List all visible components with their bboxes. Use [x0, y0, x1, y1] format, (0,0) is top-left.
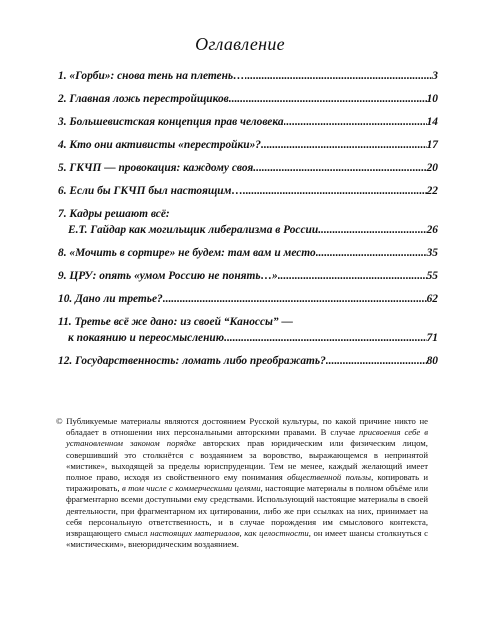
copyright-text: © Публикуемые материалы являются достоянием Русской культуры, по какой причине никто не обладает в отношении них персональными авторскими правами. В случае	[56, 416, 428, 438]
toc-entry-title: 2. Главная ложь перестройщиков	[58, 93, 229, 105]
toc-leader-dots	[253, 160, 426, 176]
toc-leader-dots	[163, 291, 427, 307]
toc-entry-heading: 11. Третье всё же дано: из своей “Каноссы” —	[58, 316, 293, 328]
page-title: Оглавление	[195, 34, 285, 54]
toc-entry-title: Е.Т. Гайдар как могильщик либерализма в России	[68, 224, 319, 236]
toc-line	[58, 268, 438, 284]
copyright-italic-text: присвоения себе в установленном законом порядке	[66, 427, 428, 449]
toc-entry-6[interactable]	[58, 183, 438, 199]
toc-leader-dots	[245, 68, 433, 84]
copyright-italic-text: в том числе с коммерческими целями	[121, 483, 261, 494]
toc-entry-title: к покаянию и переосмыслению	[68, 332, 225, 344]
toc-line	[58, 68, 438, 84]
toc-leader-dots	[224, 330, 427, 346]
toc-leader-dots	[284, 114, 427, 130]
toc-entry-1[interactable]	[58, 68, 438, 84]
copyright-paragraph	[56, 416, 428, 550]
toc-entry-page: 62	[426, 293, 438, 305]
toc-entry-heading: 7. Кадры решают всё:	[58, 208, 170, 220]
toc-entry-10[interactable]	[58, 291, 438, 307]
toc-entry-page: 80	[426, 355, 438, 367]
toc-entry-3[interactable]	[58, 114, 438, 130]
toc-entry-page: 3	[432, 70, 438, 82]
toc-entry-title: 1. «Горби»: снова тень на плетень…	[58, 70, 245, 82]
copyright-italic-text: настоящих материалов, как целостности	[150, 528, 309, 539]
toc-entry-page: 20	[426, 162, 438, 174]
toc-line	[58, 245, 438, 261]
toc-line	[58, 291, 438, 307]
toc-entry-page: 26	[426, 224, 438, 236]
copyright-text: авторских прав юридическим или физическим лицом, совершивший это столкнётся с воздаянием за воровство, выражающемся в непринятой «мистике», выходящей за пределы юриспруденции. Тем не менее, каждый желающий имеет полное право, исходя из свойственного ему понимания	[66, 438, 428, 483]
copyright-text: , копировать и тиражировать,	[66, 472, 428, 494]
toc-entry-page: 17	[426, 139, 438, 151]
toc-entry-title: 8. «Мочить в сортире» не будем: там вам и место	[58, 247, 316, 259]
toc-entry-11[interactable]	[58, 314, 438, 346]
toc-line	[58, 137, 438, 153]
toc-entry-7[interactable]	[58, 206, 438, 238]
toc-entry-page: 55	[426, 270, 438, 282]
toc-leader-dots	[318, 222, 426, 238]
toc-entry-title: 3. Большевистская концепция прав человека	[58, 116, 284, 128]
toc-entry-title: 6. Если бы ГКЧП был настоящим…	[58, 185, 243, 197]
toc-leader-dots	[326, 353, 427, 369]
toc-entry-title: 4. Кто они активисты «перестройки»?	[58, 139, 262, 151]
table-of-contents	[58, 68, 438, 369]
toc-entry-12[interactable]	[58, 353, 438, 369]
copyright-text: , он имеет шансы столкнуться с «мистическим», внеюридическим воздаянием.	[66, 528, 428, 550]
toc-leader-dots	[243, 183, 427, 199]
toc-entry-title: 10. Дано ли третье?	[58, 293, 163, 305]
toc-leader-dots	[261, 137, 427, 153]
toc-leader-dots	[316, 245, 427, 261]
copyright-notice	[56, 416, 428, 550]
toc-line	[58, 160, 438, 176]
toc-leader-dots	[278, 268, 427, 284]
toc-entry-page: 10	[426, 93, 438, 105]
toc-entry-4[interactable]	[58, 137, 438, 153]
copyright-italic-text: общественной пользы	[287, 472, 372, 483]
toc-entry-2[interactable]	[58, 91, 438, 107]
toc-line	[58, 222, 438, 238]
toc-line	[58, 330, 438, 346]
toc-entry-9[interactable]	[58, 268, 438, 284]
toc-entry-page: 35	[426, 247, 438, 259]
toc-entry-page: 71	[426, 332, 438, 344]
toc-entry-8[interactable]	[58, 245, 438, 261]
toc-entry-title: 9. ЦРУ: опять «умом Россию не понять…»	[58, 270, 278, 282]
toc-entry-5[interactable]	[58, 160, 438, 176]
copyright-text: , настоящие материалы в полном объёме или фрагментарно всеми доступными ему средствами. Использующий настоящие материалы в своей деятельности, при фрагментарном их цитировании, либо же при ссылках на них, принимает на себя персональную ответственность, и в случае порождения им смыслового контекста, извращающего смысл	[66, 483, 428, 539]
toc-line	[58, 183, 438, 199]
toc-entry-page: 14	[426, 116, 438, 128]
toc-entry-title: 12. Государственность: ломать либо преображать?	[58, 355, 326, 367]
toc-leader-dots	[229, 91, 427, 107]
toc-entry-title: 5. ГКЧП — провокация: каждому своя	[58, 162, 254, 174]
toc-line	[58, 353, 438, 369]
toc-entry-page: 22	[426, 185, 438, 197]
toc-line	[58, 91, 438, 107]
toc-line	[58, 114, 438, 130]
